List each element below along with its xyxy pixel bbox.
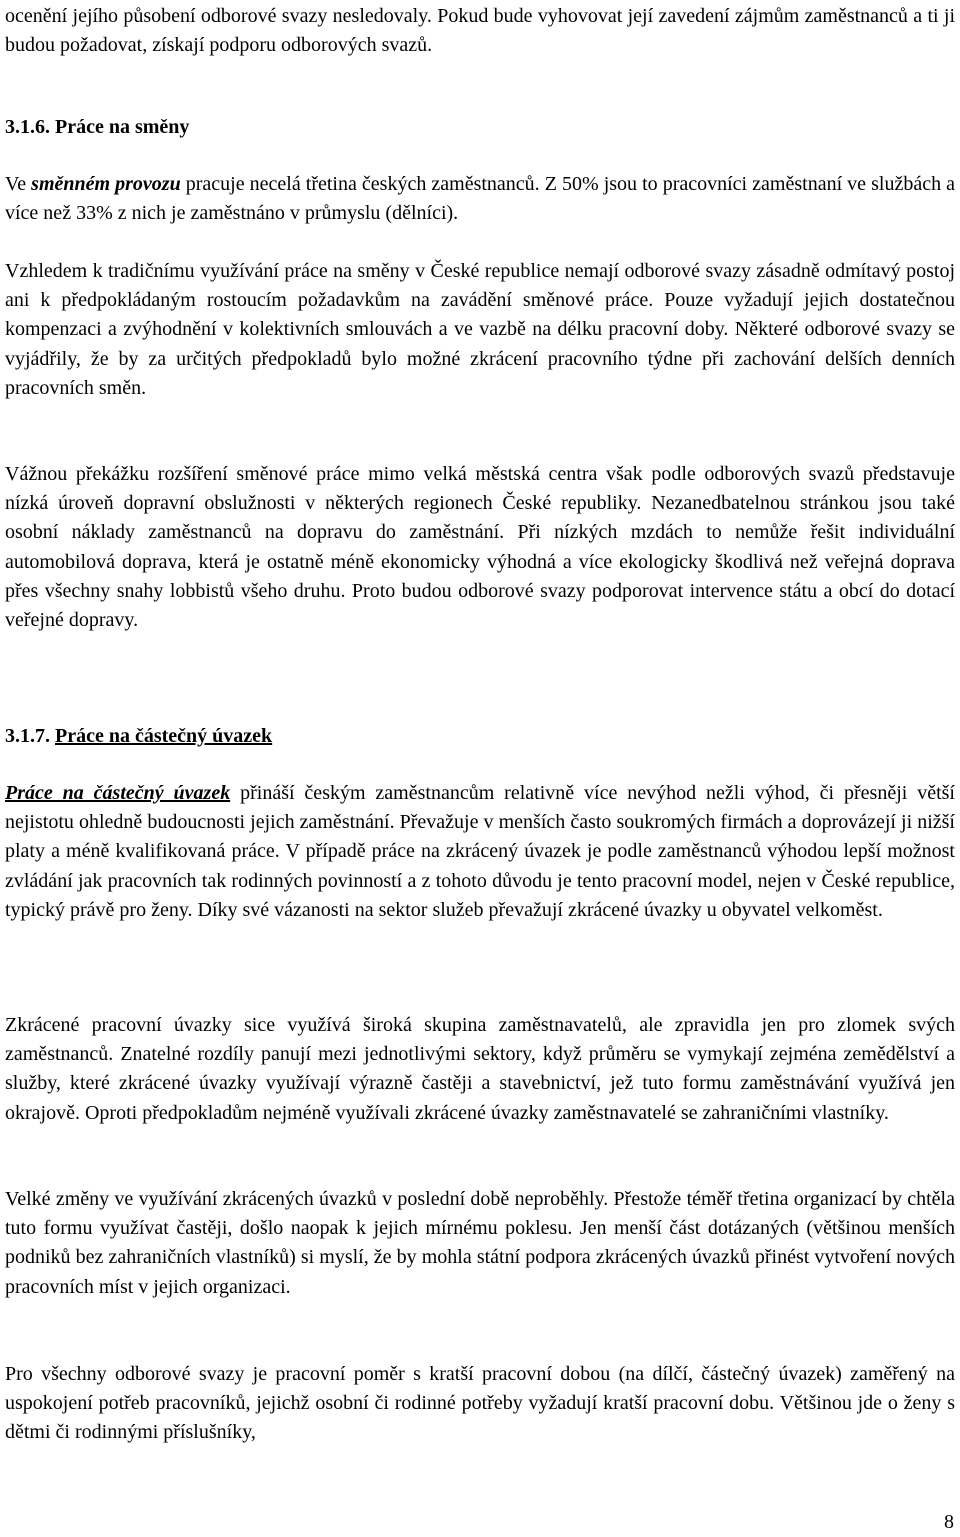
paragraph-text: Vzhledem k tradičnímu využívání práce na směny v České republice nemají odborové svazy zásadně odmítavý postoj ani k předpokládaným rostoucím požadavkům na zavádění směnové práce. Pouze vyžadují jejich dostatečnou kompenzaci a zvýhodnění v kolektivních smlouvách a ve vazbě na délku pracovní doby. Některé odborové svazy se vyjádřily, že by za určitých předpokladů bylo možné zkrácení pracovního týdne při zachování delších denních pracovních směn.: [5, 260, 955, 399]
section-number: 3.1.6.: [5, 116, 50, 138]
paragraph-text: Vážnou překážku rozšíření směnové práce mimo velká městská centra však podle odborových svazů představuje nízká úroveň dopravní obslužnosti v některých regionech České republiky. Nezanedbatelnou stránkou jsou také osobní náklady zaměstnanců na dopravu do zaměstnání. Při nízkých mzdách to nemůže řešit individuální automobilová doprava, která je ostatně méně ekonomicky výhodná a více ekologicky škodlivá než veřejná doprava přes všechny snahy lobbistů všeho druhu. Proto budou odborové svazy podporovat intervence státu a obcí do dotací veřejné dopravy.: [5, 463, 955, 632]
text-run: Ve: [5, 173, 32, 195]
paragraph-316-1: [5, 170, 955, 228]
paragraph-317-3: [5, 1185, 955, 1302]
section-title: Práce na směny: [55, 116, 190, 138]
paragraph-text: Velké změny ve využívání zkrácených úvazků v poslední době neproběhly. Přestože téměř třetina organizací by chtěla tuto formu využívat častěji, došlo naopak k jejich mírnému poklesu. Jen menší část dotázaných (většinou menších podniků bez zahraničních vlastníků) si myslí, že by mohla státní podpora zkrácených úvazků přinést vytvoření nových pracovních míst v jejich organizaci.: [5, 1188, 955, 1298]
section-heading-317: [5, 722, 955, 751]
paragraph-316-3: [5, 460, 955, 635]
text-run: přináší českým zaměstnancům relativně více nevýhod nežli výhod, či přesněji větší nejistotu ohledně budoucnosti jejich zaměstnání. Převažuje v menších často soukromých firmách a doprovázejí ji nižší platy a méně kvalifikovaná práce. V případě práce na zkrácený úvazek je podle zaměstnanců výhodou lepší možnost zvládání jak pracovních tak rodinných povinností a z tohoto důvodu je tento pracovní model, nejen v České republice, typický právě pro ženy. Díky své vázanosti na sektor služeb převažují zkrácené úvazky u obyvatel velkoměst.: [5, 782, 955, 921]
paragraph-317-2: [5, 1011, 955, 1128]
paragraph-316-2: [5, 257, 955, 403]
emphasis-term: Práce na částečný úvazek: [5, 782, 231, 804]
section-title: Práce na částečný úvazek: [55, 725, 273, 747]
emphasis-term: směnném provozu: [31, 173, 181, 195]
text-run: pracuje necelá třetina českých zaměstnanců. Z 50% jsou to pracovníci zaměstnaní ve službách a více než 33% z nich je zaměstnáno v průmyslu (dělníci).: [5, 173, 956, 225]
paragraph-text: Zkrácené pracovní úvazky sice využívá široká skupina zaměstnavatelů, ale zpravidla jen pro zlomek svých zaměstnanců. Znatelné rozdíly panují mezi jednotlivými sektory, když průměru se vymykají zejména zemědělství a služby, které zkrácené úvazky využívají výrazně častěji a stavebnictví, jež tuto formu zaměstnávání využívá jen okrajově. Oproti předpokladům nejméně využívali zkrácené úvazky zaměstnavatelé se zahraničními vlastníky.: [5, 1014, 955, 1124]
continuation-block: [5, 2, 955, 60]
paragraph-317-1: [5, 779, 955, 925]
paragraph-continuation: ocenění jejího působení odborové svazy nesledovaly. Pokud bude vyhovovat její zavedení zájmům zaměstnanců a ti ji budou požadovat, získají podporu odborových svazů.: [5, 5, 955, 57]
section-number: 3.1.7.: [5, 725, 50, 747]
page-number: 8: [944, 1511, 954, 1533]
section-heading-316: [5, 113, 955, 142]
paragraph-text: Pro všechny odborové svazy je pracovní poměr s kratší pracovní dobou (na dílčí, částečný úvazek) zaměřený na uspokojení potřeb pracovníků, jejichž osobní či rodinné potřeby vyžadují kratší pracovní dobu. Většinou jde o ženy s dětmi či rodinnými příslušníky,: [5, 1363, 955, 1444]
paragraph-317-4: [5, 1360, 955, 1448]
